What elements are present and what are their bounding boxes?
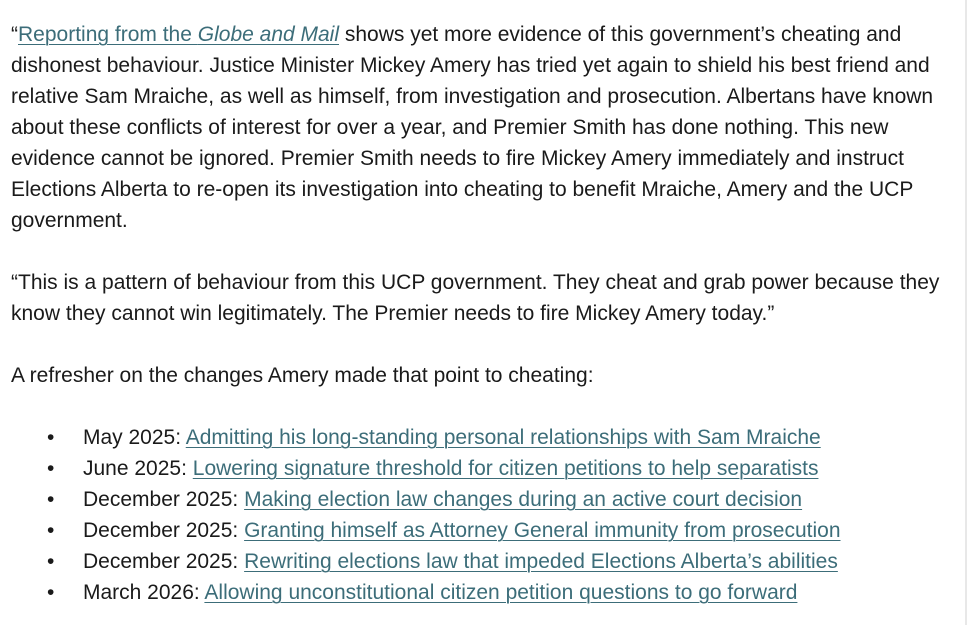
list-item xyxy=(11,577,961,608)
list-item xyxy=(11,453,961,484)
paragraph-globe-and-mail xyxy=(11,19,961,236)
list-item-date: May 2025: xyxy=(83,426,186,449)
list-item xyxy=(11,422,961,453)
globe-link-italic: Globe and Mail xyxy=(197,23,340,46)
paragraph1-rest: shows yet more evidence of this government’s cheating and dishonest behaviour. Justice Minister Mickey Amery has tried yet again to shield his best friend and relative Sam Mraiche, as well as himself, from investigation and prosecution. Albertans have known about these conflicts of interest for over a year, and Premier Smith has done nothing. This new evidence cannot be ignored. Premier Smith needs to fire Mickey Amery immediately and instruct Elections Alberta to re-open its investigation into cheating to benefit Mraiche, Amery and the UCP government. xyxy=(11,23,934,232)
list-item-date: June 2025: xyxy=(83,457,193,480)
bullet-icon: • xyxy=(47,519,55,542)
globe-link-text: Reporting from the xyxy=(18,23,198,46)
list-item-link[interactable]: Making election law changes during an active court decision xyxy=(244,488,803,511)
paragraph-pattern-quote: “This is a pattern of behaviour from this UCP government. They cheat and grab power because they know they cannot win legitimately. The Premier needs to fire Mickey Amery today.” xyxy=(11,271,940,325)
bullet-icon: • xyxy=(47,457,55,480)
list-item-date: December 2025: xyxy=(83,550,245,573)
bullet-icon: • xyxy=(47,488,55,511)
list-item-link[interactable]: Rewriting elections law that impeded Elections Alberta’s abilities xyxy=(244,550,838,573)
globe-and-mail-link[interactable] xyxy=(18,23,339,46)
bullet-icon: • xyxy=(47,581,55,604)
list-item xyxy=(11,515,961,546)
list-item-link[interactable]: Allowing unconstitutional citizen petition questions to go forward xyxy=(204,581,798,604)
changes-list xyxy=(11,422,961,608)
open-quote: “ xyxy=(11,23,18,46)
press-release-body xyxy=(11,19,961,608)
list-item-date: December 2025: xyxy=(83,488,245,511)
list-item xyxy=(11,546,961,577)
bullet-icon: • xyxy=(47,426,55,449)
list-item-link[interactable]: Admitting his long-standing personal relationships with Sam Mraiche xyxy=(185,426,821,449)
list-item-date: March 2026: xyxy=(83,581,205,604)
list-item xyxy=(11,484,961,515)
list-item-link[interactable]: Granting himself as Attorney General immunity from prosecution xyxy=(244,519,841,542)
list-item-link[interactable]: Lowering signature threshold for citizen petitions to help separatists xyxy=(192,457,819,480)
bullet-icon: • xyxy=(47,550,55,573)
list-item-date: December 2025: xyxy=(83,519,245,542)
paragraph-refresher-intro: A refresher on the changes Amery made that point to cheating: xyxy=(11,364,594,387)
